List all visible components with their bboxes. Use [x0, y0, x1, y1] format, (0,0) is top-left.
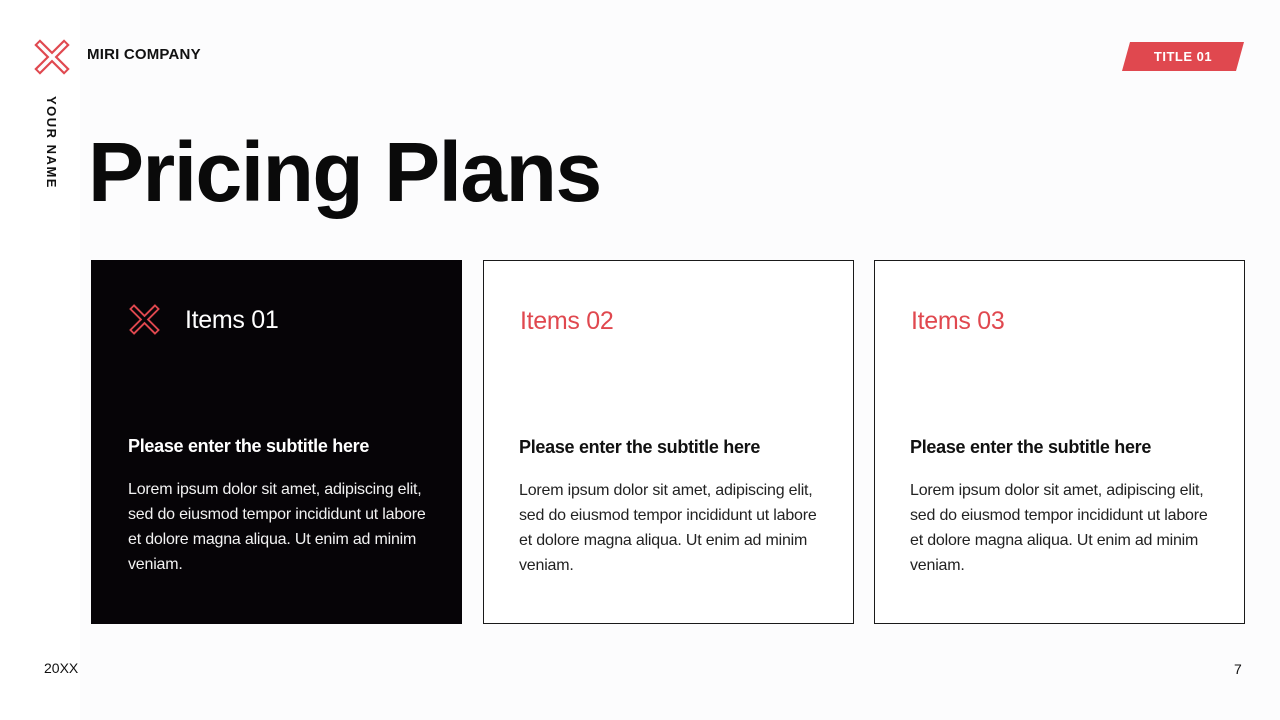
page-number: 7 [1234, 661, 1242, 677]
card-subtitle: Please enter the subtitle here [519, 437, 761, 457]
card-subtitle: Please enter the subtitle here [910, 437, 1152, 457]
card-body: Lorem ipsum dolor sit amet, adipiscing elit, sed do eiusmod tempor incididunt ut labore et dolore magna aliqua. Ut enim ad minim veniam. [128, 481, 426, 573]
presenter-name: YOUR NAME [44, 96, 59, 189]
company-name: MIRI COMPANY [87, 46, 201, 63]
pricing-card-2 [483, 260, 854, 624]
title-badge [1122, 42, 1244, 71]
page-title: Pricing Plans [88, 125, 601, 219]
card-body: Lorem ipsum dolor sit amet, adipiscing elit, sed do eiusmod tempor incididunt ut labore et dolore magna aliqua. Ut enim ad minim veniam. [519, 482, 817, 574]
card-title: Items 02 [520, 307, 614, 335]
card-subtitle: Please enter the subtitle here [128, 436, 370, 456]
title-badge-label: TITLE 01 [1153, 49, 1213, 64]
red-x-logo-icon [128, 303, 161, 336]
card-title: Items 01 [185, 306, 279, 334]
card-body: Lorem ipsum dolor sit amet, adipiscing elit, sed do eiusmod tempor incididunt ut labore et dolore magna aliqua. Ut enim ad minim veniam. [910, 482, 1208, 574]
footer-year: 20XX [44, 660, 79, 676]
left-sidebar-strip [0, 0, 80, 720]
red-x-logo-icon [33, 38, 71, 76]
card-title: Items 03 [911, 307, 1005, 335]
pricing-card-1 [91, 260, 462, 624]
pricing-card-3 [874, 260, 1245, 624]
